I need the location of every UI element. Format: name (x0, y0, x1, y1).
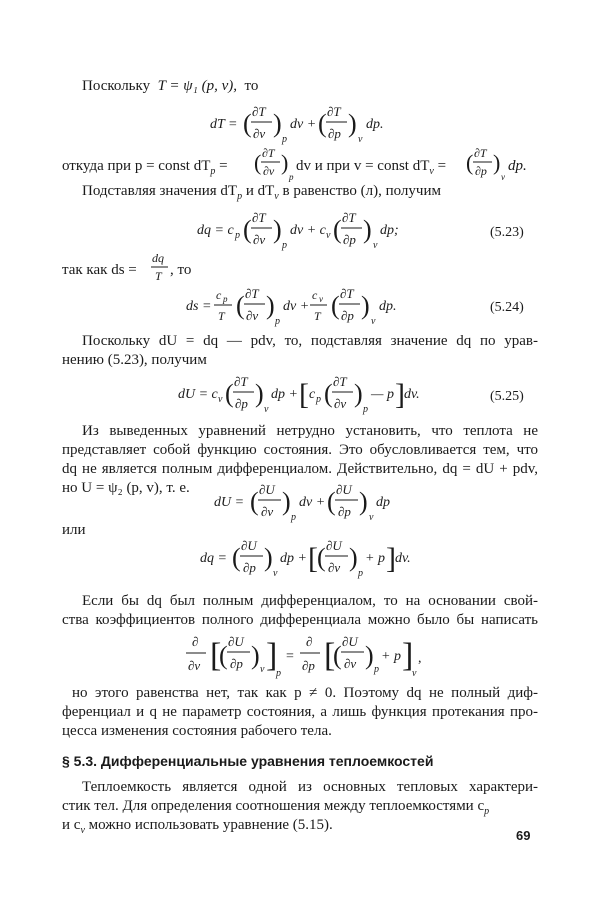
svg-text:∂v: ∂v (253, 126, 266, 141)
text-line: Если бы dq был полным дифференциалом, то на основании свой- (82, 593, 538, 609)
svg-text:): ) (493, 150, 501, 175)
svg-text:): ) (251, 641, 260, 670)
svg-text:∂p: ∂p (328, 126, 341, 141)
svg-text:+ p: + p (365, 551, 385, 566)
svg-text:v: v (273, 568, 278, 579)
svg-text:): ) (255, 379, 264, 408)
text-line: откуда при p = const $dT_p$ = (62, 158, 228, 177)
svg-text:v: v (369, 512, 374, 523)
text-line: Теплоемкость является одной из основных тепловых характери- (82, 779, 538, 795)
equation-dq (200, 534, 410, 593)
svg-text:p: p (235, 230, 240, 241)
svg-text:∂p: ∂p (338, 504, 351, 519)
svg-text:): ) (264, 543, 273, 572)
svg-text:p: p (316, 394, 321, 405)
svg-text:(: ( (254, 150, 262, 175)
text-line: но этого равенства нет, так как p ≠ 0. Поэтому dq не полный диф- (72, 685, 538, 701)
svg-text:∂v: ∂v (188, 658, 201, 673)
svg-text:v: v (358, 134, 363, 145)
svg-text:]: ] (266, 637, 278, 674)
fraction-dT-dp (466, 144, 512, 193)
text-line: ства коэффициентов полного дифференциала можно было бы написать (62, 612, 538, 628)
text-line: Поскольку T = ψ₁ (p, v), то (82, 78, 259, 94)
svg-text:): ) (266, 291, 275, 320)
text-line: но U = ψ₂ (p, v), т. е. (62, 480, 190, 496)
svg-text:p: p (223, 294, 228, 304)
svg-text:): ) (349, 543, 358, 572)
svg-text:∂p: ∂p (235, 396, 248, 411)
svg-text:p: p (374, 664, 379, 675)
svg-text:∂v: ∂v (334, 396, 347, 411)
svg-text:dv +: dv + (290, 117, 317, 132)
svg-text:): ) (348, 109, 357, 138)
svg-text:∂p: ∂p (341, 308, 354, 323)
text-line: Поскольку dU = dq — pdv, то, подставляя значение dq по урав- (82, 333, 538, 349)
svg-text:+ p: + p (381, 649, 401, 664)
svg-text:): ) (273, 109, 282, 138)
svg-text:(: ( (250, 487, 259, 516)
page-number: 69 (516, 828, 531, 843)
svg-text:dv +: dv + (283, 299, 310, 314)
svg-text:∂U: ∂U (259, 482, 275, 497)
svg-text:(: ( (236, 291, 245, 320)
svg-text:dp.: dp. (366, 117, 384, 132)
svg-text:v: v (373, 240, 378, 251)
svg-text:(: ( (331, 291, 340, 320)
svg-text:v: v (264, 404, 269, 415)
svg-text:v: v (319, 294, 323, 304)
svg-text:∂T: ∂T (262, 146, 275, 160)
text-line: dv и при v = const $dT_v$ = (296, 158, 447, 177)
svg-text:∂T: ∂T (252, 104, 266, 119)
svg-text:p: p (363, 404, 368, 415)
svg-text:∂v: ∂v (246, 308, 259, 323)
svg-text:,: , (418, 651, 422, 666)
svg-text:dp +: dp + (271, 387, 298, 402)
svg-text:[: [ (299, 378, 309, 411)
svg-text:(: ( (317, 543, 326, 572)
svg-text:): ) (361, 291, 370, 320)
svg-text:∂T: ∂T (327, 104, 341, 119)
svg-text:]: ] (402, 637, 414, 674)
svg-text:(: ( (324, 379, 333, 408)
text-line: dp. (508, 158, 527, 174)
svg-text:∂T: ∂T (245, 286, 259, 301)
svg-text:∂v: ∂v (261, 504, 274, 519)
svg-text:∂v: ∂v (253, 232, 266, 247)
svg-text:(: ( (243, 109, 252, 138)
text-line: стик тел. Для определения соотношения между теплоемкостями $c_p$ (62, 798, 490, 817)
svg-text:dU =: dU = (214, 495, 245, 510)
svg-text:(: ( (333, 215, 342, 244)
svg-text:p: p (275, 316, 280, 327)
svg-text:]: ] (386, 542, 396, 575)
svg-text:[: [ (210, 637, 222, 674)
text-line: Подставляя значения $dT_p$ и $dT_v$ в равенство (л), получим (82, 183, 441, 202)
equation-number: (5.25) (490, 389, 524, 404)
svg-text:T: T (314, 309, 321, 323)
section-heading: § 5.3. Дифференциальные уравнения теплоемкостей (62, 753, 434, 769)
svg-text:): ) (365, 641, 374, 670)
svg-text:[: [ (324, 637, 336, 674)
svg-text:ds =: ds = (186, 299, 212, 314)
equation-5-25 (178, 370, 428, 429)
svg-text:v: v (326, 230, 331, 241)
svg-text:v: v (371, 316, 376, 327)
svg-text:(: ( (219, 641, 228, 670)
svg-text:dq =: dq = (200, 551, 227, 566)
svg-text:∂T: ∂T (234, 374, 248, 389)
svg-text:∂T: ∂T (474, 146, 487, 160)
equation-5-23 (197, 206, 397, 263)
svg-text:c: c (309, 387, 316, 402)
svg-text:(: ( (225, 379, 234, 408)
svg-text:∂p: ∂p (475, 164, 487, 178)
svg-text:— p: — p (371, 387, 394, 402)
svg-text:(: ( (327, 487, 336, 516)
svg-text:[: [ (308, 542, 318, 575)
text-line: ференциал и q не параметр состояния, а лишь функция протекания про- (62, 704, 538, 720)
svg-text:p: p (289, 172, 294, 182)
svg-text:(: ( (466, 150, 474, 175)
text-line: dq не является полным дифференциалом. Действительно, dq = dU + pdv, (62, 461, 538, 477)
svg-text:p: p (282, 240, 287, 251)
svg-text:v: v (412, 668, 417, 679)
svg-text:p: p (291, 512, 296, 523)
svg-text:dp: dp (376, 495, 390, 510)
text-line: , то (170, 262, 192, 278)
svg-text:v: v (218, 394, 223, 405)
svg-text:): ) (363, 215, 372, 244)
svg-text:v: v (501, 172, 505, 182)
svg-text:∂p: ∂p (243, 560, 256, 575)
svg-text:): ) (282, 487, 291, 516)
svg-text:∂T: ∂T (333, 374, 347, 389)
equation-dT (210, 100, 400, 157)
svg-text:dU = c: dU = c (178, 387, 218, 402)
svg-text:dq: dq (152, 251, 164, 265)
svg-text:(: ( (318, 109, 327, 138)
svg-text:p: p (358, 568, 363, 579)
svg-text:p: p (276, 668, 281, 679)
svg-text:∂U: ∂U (241, 538, 257, 553)
text-line: или (62, 522, 86, 538)
svg-text:): ) (281, 150, 289, 175)
svg-text:p: p (282, 134, 287, 145)
svg-text:(: ( (232, 543, 241, 572)
svg-text:(: ( (333, 641, 342, 670)
text-line: цесса изменения состояния рабочего тела. (62, 723, 332, 739)
svg-text:): ) (359, 487, 368, 516)
svg-text:): ) (354, 379, 363, 408)
svg-text:): ) (273, 215, 282, 244)
equation-dU (214, 478, 394, 537)
svg-text:∂T: ∂T (342, 210, 356, 225)
svg-text:∂v: ∂v (328, 560, 341, 575)
equation-partial-brackets (186, 630, 426, 693)
equation-number: (5.23) (490, 225, 524, 240)
svg-text:c: c (216, 288, 222, 302)
text-line: так как ds = (62, 262, 137, 278)
svg-text:dp.: dp. (379, 299, 397, 314)
svg-text:T: T (155, 269, 162, 283)
svg-text:∂: ∂ (192, 634, 199, 649)
svg-text:dv +: dv + (299, 495, 326, 510)
equation-number: (5.24) (490, 300, 524, 315)
svg-text:T: T (218, 309, 225, 323)
svg-text:dp +: dp + (280, 551, 307, 566)
svg-text:dT =: dT = (210, 117, 238, 132)
svg-text:∂T: ∂T (252, 210, 266, 225)
text-line: представляет собой функцию состояния. Это обусловливается тем, что (62, 442, 538, 458)
svg-text:=: = (286, 649, 294, 664)
svg-text:dv.: dv. (395, 551, 411, 566)
svg-text:c: c (312, 288, 318, 302)
svg-text:∂p: ∂p (343, 232, 356, 247)
svg-text:dv + c: dv + c (290, 223, 326, 238)
text-line: нению (5.23), получим (62, 352, 207, 368)
text-line: Из выведенных уравнений нетрудно установить, что теплота не (82, 423, 538, 439)
svg-text:∂v: ∂v (344, 656, 357, 671)
svg-text:∂: ∂ (306, 634, 313, 649)
svg-text:v: v (260, 664, 265, 675)
text-line: и $c_v$ можно использовать уравнение (5.15). (62, 817, 333, 836)
svg-text:∂U: ∂U (326, 538, 342, 553)
svg-text:(: ( (243, 215, 252, 244)
svg-text:∂U: ∂U (228, 634, 244, 649)
svg-text:∂p: ∂p (230, 656, 243, 671)
svg-text:∂U: ∂U (342, 634, 358, 649)
svg-text:∂v: ∂v (263, 164, 275, 178)
svg-text:dp;: dp; (380, 223, 399, 238)
svg-text:∂U: ∂U (336, 482, 352, 497)
svg-text:dq = c: dq = c (197, 223, 234, 238)
svg-text:]: ] (395, 378, 405, 411)
svg-text:dv.: dv. (404, 387, 420, 402)
svg-text:∂p: ∂p (302, 658, 315, 673)
svg-text:∂T: ∂T (340, 286, 354, 301)
